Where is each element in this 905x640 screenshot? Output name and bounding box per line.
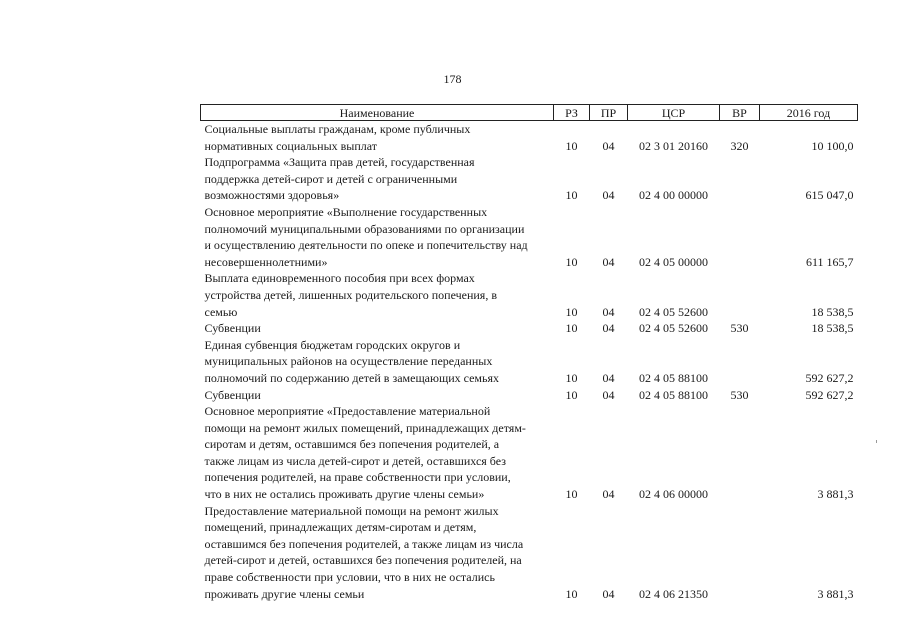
row-name-line: помещений, принадлежащих детям-сиротам и детям,	[204, 520, 477, 535]
row-name-line: Предоставление материальной помощи на ремонт жилых	[204, 503, 499, 518]
row-name-line: помощи на ремонт жилых помещений, принадлежащих детям-	[204, 420, 526, 435]
row-name-line: детей-сирот и детей, оставшихся без попечения родителей, на	[204, 553, 522, 568]
row-pr: 04	[602, 586, 615, 601]
row-vr	[720, 403, 760, 503]
table-row	[201, 503, 858, 603]
row-name-line: что в них не остались проживать другие члены семьи»	[204, 487, 485, 502]
row-name-line: Основное мероприятие «Предоставление материальной	[204, 404, 491, 419]
row-csr: 02 4 05 52600	[639, 304, 708, 319]
row-name-line: оставшимся без попечения родителей, а также лицам из числа	[204, 536, 524, 551]
row-rz: 10	[565, 586, 578, 601]
row-sum: 3 881,3	[817, 487, 854, 502]
row-vr	[720, 270, 760, 320]
row-name	[201, 121, 554, 155]
row-vr	[720, 337, 760, 387]
table-row	[201, 337, 858, 387]
table-row	[201, 154, 858, 204]
row-name-line: Субвенции	[204, 321, 261, 336]
row-csr: 02 4 05 88100	[639, 387, 708, 402]
row-name-line: устройства детей, лишенных родительского попечения, в	[204, 287, 497, 302]
row-name-line: попечения родителей, на праве собственности при условии,	[204, 470, 511, 485]
table-row	[201, 204, 858, 270]
row-name	[201, 204, 554, 270]
row-name-line: проживать другие члены семьи	[204, 586, 365, 601]
table-body	[201, 121, 858, 603]
row-name-line: нормативных социальных выплат	[204, 138, 378, 153]
row-name	[201, 387, 554, 404]
row-sum: 592 627,2	[805, 387, 854, 402]
row-pr: 04	[602, 387, 615, 402]
row-vr	[720, 503, 760, 603]
row-name	[201, 337, 554, 387]
row-sum: 10 100,0	[811, 138, 854, 153]
row-rz: 10	[565, 487, 578, 502]
table-row	[201, 387, 858, 404]
header-sum: 2016 год	[760, 105, 858, 121]
row-name-line: и осуществлению деятельности по опеке и попечительству над	[204, 238, 528, 253]
table-row	[201, 270, 858, 320]
row-name	[201, 154, 554, 204]
row-vr: 320	[730, 138, 749, 153]
row-csr: 02 4 06 21350	[639, 586, 708, 601]
row-name-line: также лицам из числа детей-сирот и детей, оставшихся без	[204, 453, 506, 468]
row-name-line: Основное мероприятие «Выполнение государственных	[204, 204, 488, 219]
row-csr: 02 4 05 52600	[639, 321, 708, 336]
header-vr: ВР	[720, 105, 760, 121]
page-number: 178	[443, 72, 462, 86]
row-pr: 04	[602, 138, 615, 153]
row-vr	[720, 154, 760, 204]
row-rz: 10	[565, 387, 578, 402]
row-name-line: праве собственности при условии, что в них не остались	[204, 570, 495, 585]
row-name	[201, 320, 554, 337]
row-rz: 10	[565, 188, 578, 203]
row-csr: 02 4 05 00000	[639, 254, 708, 269]
row-rz: 10	[565, 254, 578, 269]
row-name-line: муниципальных районов на осуществление переданных	[204, 354, 493, 369]
row-name-line: полномочий муниципальными образованиями по организации	[204, 221, 525, 236]
row-vr: 530	[730, 387, 749, 402]
row-name-line: Выплата единовременного пособия при всех формах	[204, 271, 475, 286]
header-rz: РЗ	[554, 105, 590, 121]
row-csr: 02 4 05 88100	[639, 370, 708, 385]
row-name-line: Единая субвенция бюджетам городских округов и	[204, 337, 461, 352]
row-rz: 10	[565, 138, 578, 153]
row-name	[201, 403, 554, 503]
budget-table	[200, 104, 858, 602]
row-pr: 04	[602, 487, 615, 502]
row-pr: 04	[602, 254, 615, 269]
table-header-row	[201, 105, 858, 121]
row-csr: 02 4 06 00000	[639, 487, 708, 502]
row-sum: 615 047,0	[805, 188, 854, 203]
row-csr: 02 4 00 00000	[639, 188, 708, 203]
row-name	[201, 503, 554, 603]
row-pr: 04	[602, 321, 615, 336]
row-csr: 02 3 01 20160	[639, 138, 708, 153]
row-vr: 530	[730, 321, 749, 336]
row-vr	[720, 204, 760, 270]
header-pr: ПР	[590, 105, 628, 121]
row-name	[201, 270, 554, 320]
row-sum: 18 538,5	[811, 304, 854, 319]
row-pr: 04	[602, 188, 615, 203]
row-rz: 10	[565, 321, 578, 336]
table-row	[201, 403, 858, 503]
row-sum: 18 538,5	[811, 321, 854, 336]
row-name-line: семью	[204, 304, 238, 319]
header-name: Наименование	[201, 105, 554, 121]
row-name-line: возможностями здоровья»	[204, 188, 340, 203]
row-name-line: Субвенции	[204, 387, 261, 402]
row-name-line: Социальные выплаты гражданам, кроме публичных	[204, 122, 471, 136]
row-pr: 04	[602, 304, 615, 319]
row-name-line: поддержка детей-сирот и детей с ограниченными	[204, 171, 458, 186]
row-name-line: Подпрограмма «Защита прав детей, государственная	[204, 155, 475, 170]
row-name-line: сиротам и детям, оставшимся без попечения родителей, а	[204, 437, 500, 452]
row-sum: 592 627,2	[805, 370, 854, 385]
row-rz: 10	[565, 304, 578, 319]
table-row	[201, 121, 858, 155]
row-sum: 611 165,7	[805, 254, 854, 269]
row-name-line: полномочий по содержанию детей в замещающих семьях	[204, 370, 500, 385]
row-pr: 04	[602, 370, 615, 385]
row-rz: 10	[565, 370, 578, 385]
table-row	[201, 320, 858, 337]
row-sum: 3 881,3	[817, 586, 854, 601]
margin-mark	[876, 440, 877, 443]
row-name-line: несовершеннолетними»	[204, 254, 328, 269]
header-csr: ЦСР	[628, 105, 720, 121]
